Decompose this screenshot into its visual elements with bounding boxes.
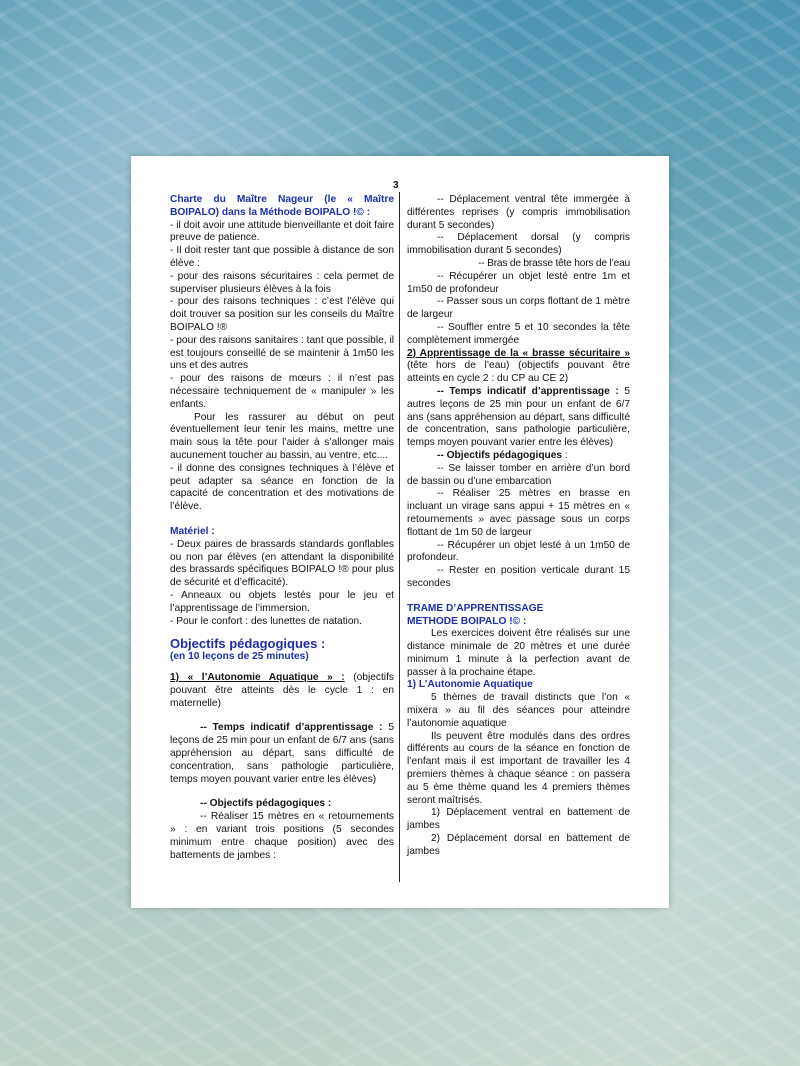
objectifs-label-text: -- Objectifs pédagogiques	[437, 449, 563, 461]
autonomie-rest: (objectifs pouvant être atteints dès le cycle 1 : en maternelle)	[170, 672, 394, 709]
objectifs-pedagogiques-label: -- Objectifs pédagogiques :	[200, 798, 332, 810]
exercise-item: -- Déplacement ventral tête immergée à différentes reprises (y compris immobilisation durant 5 secondes)	[407, 194, 630, 231]
modules-paragraph: Ils peuvent être modulés dans des ordres différents au cours de la séance en fonction de l’enfant mais il est important de travailler les 4 premiers thèmes à chaque séance : on passera au 5 ème thème quand les 4 premiers thèmes seront maîtrisés.	[407, 730, 630, 806]
left-column	[170, 194, 394, 862]
charte-line: - pour des raisons techniques : c’est l’élève qui doit trouver sa position sur les conseils du Maître BOIPALO !®	[170, 296, 394, 333]
exercise-item: -- Récupérer un objet lesté entre 1m et 1m50 de profondeur	[407, 270, 630, 295]
trame-intro: Les exercices doivent être réalisés sur une distance minimale de 20 mètres et une durée minimum 1 minute à la perfection avant de passer à la prochaine étape.	[407, 628, 630, 678]
charte-line: - Il doit rester tant que possible à distance de son élève :	[170, 245, 394, 269]
charte-line: - pour des raisons de mœurs : il n’est pas nécessaire techniquement de « manipuler » les enfants.	[170, 373, 394, 410]
themes-paragraph: 5 thèmes de travail distincts que l’on « mixera » au fil des séances pour atteindre l’autonomie aquatique	[407, 692, 630, 729]
trame-title: TRAME D’APPRENTISSAGE	[407, 602, 544, 614]
theme-item: 1) Déplacement ventral en battement de jambes	[407, 807, 630, 832]
charte-title: Charte du Maître Nageur (le « Maître BOIPALO) dans la Méthode BOIPALO !© :	[170, 194, 394, 218]
temps-text: 5 autres leçons de 25 min pour un enfant de 6/7 ans (sans appréhension au départ, sans difficulté de concentration, sans pathologie particulière, temps moyen pouvant varier entre les élèves)	[407, 385, 630, 449]
autonomie-title: 1) L’Autonomie Aquatique	[407, 679, 533, 691]
brasse-heading: 2) Apprentissage de la « brasse sécuritaire »	[407, 347, 630, 359]
objective-item: -- Rester en position verticale durant 15 secondes	[407, 565, 630, 589]
page-number: 3	[393, 180, 399, 191]
exercise-item: -- Passer sous un corps flottant de 1 mètre de largeur	[407, 296, 630, 321]
exercise-item: -- Déplacement dorsal (y compris immobilisation durant 5 secondes)	[407, 232, 630, 257]
objectifs-pedagogiques-text: -- Réaliser 15 mètres en « retournements » : en variant trois positions (5 secondes minimum entre chaque position) avec des battements de jambes :	[170, 811, 394, 861]
objective-item: -- Se laisser tomber en arrière d’un bord de bassin ou d’une embarcation	[407, 462, 630, 487]
trame-title-2: METHODE BOIPALO !© :	[407, 615, 527, 627]
autonomie-heading: 1) « l’Autonomie Aquatique » :	[170, 672, 345, 684]
temps-paragraph	[170, 722, 394, 786]
exercise-item: -- Souffler entre 5 et 10 secondes la tête complètement immergée	[407, 321, 630, 346]
objective-item: -- Récupérer un objet lesté à un 1m50 de profondeur.	[407, 539, 630, 564]
materiel-line: - Pour le confort : des lunettes de natation.	[170, 615, 362, 627]
right-column	[407, 194, 630, 859]
rassurer-paragraph: Pour les rassurer au début on peut éventuellement leur tenir les mains, mettre une main sous la tête pour l’aider à s’allonger mais aucunement toucher au bassin, au ventre, etc....	[170, 411, 394, 461]
materiel-line: - Anneaux ou objets lestés pour le jeu et l’apprentissage de l’immersion.	[170, 589, 394, 614]
charte-line: - pour des raisons sécuritaires : cela permet de superviser plusieurs élèves à la fois	[170, 270, 394, 295]
objective-item: -- Réaliser 25 mètres en brasse en incluant un virage sans appui + 15 mètres en « retournements » avec passage sous un corps flottant de 1m 50 de largeur	[407, 488, 630, 538]
column-divider	[399, 192, 400, 882]
materiel-line: - Deux paires de brassards standards gonflables ou non par élèves (en attendant la disponibilité des brassards spécifiques BOIPALO !® pour plus de sécurité et d’efficacité).	[170, 538, 394, 589]
charte-line: - pour des raisons sanitaires : tant que possible, il est toujours conseillé de se maintenir à 1m50 les uns et des autres	[170, 334, 394, 372]
temps-paragraph	[407, 386, 630, 450]
objectifs-title: Objectifs pédagogiques :	[170, 636, 326, 652]
objectifs-label	[407, 450, 630, 463]
brasse-rest: (tête hors de l’eau) (objectifs pouvant être atteints en cycle 2 : du CP au CE 2)	[407, 360, 630, 385]
materiel-title: Matériel :	[170, 525, 215, 537]
objectifs-colon: :	[562, 449, 568, 461]
theme-item: 2) Déplacement dorsal en battement de jambes	[407, 833, 630, 857]
consignes-paragraph: - il donne des consignes techniques à l’élève et peut adapter sa séance en fonction de la capacité de concentration et des motivations de l’élève.	[170, 462, 394, 513]
objectifs-subtitle: (en 10 leçons de 25 minutes)	[170, 651, 309, 663]
temps-label: -- Temps indicatif d’apprentissage :	[437, 385, 619, 397]
charte-line: - il doit avoir une attitude bienveillante et doit faire preuve de patience.	[170, 219, 394, 244]
temps-text: 5 leçons de 25 min pour un enfant de 6/7 ans (sans appréhension au départ, sans difficulté de concentration, sans pathologie particulière, temps moyen pouvant varier entre les élèves)	[170, 722, 394, 785]
exercise-item: -- Bras de brasse tête hors de l’eau	[478, 257, 630, 269]
document-page	[131, 156, 669, 908]
brasse-paragraph	[407, 348, 630, 386]
autonomie-paragraph	[170, 672, 394, 710]
temps-label: -- Temps indicatif d’apprentissage :	[200, 722, 383, 734]
